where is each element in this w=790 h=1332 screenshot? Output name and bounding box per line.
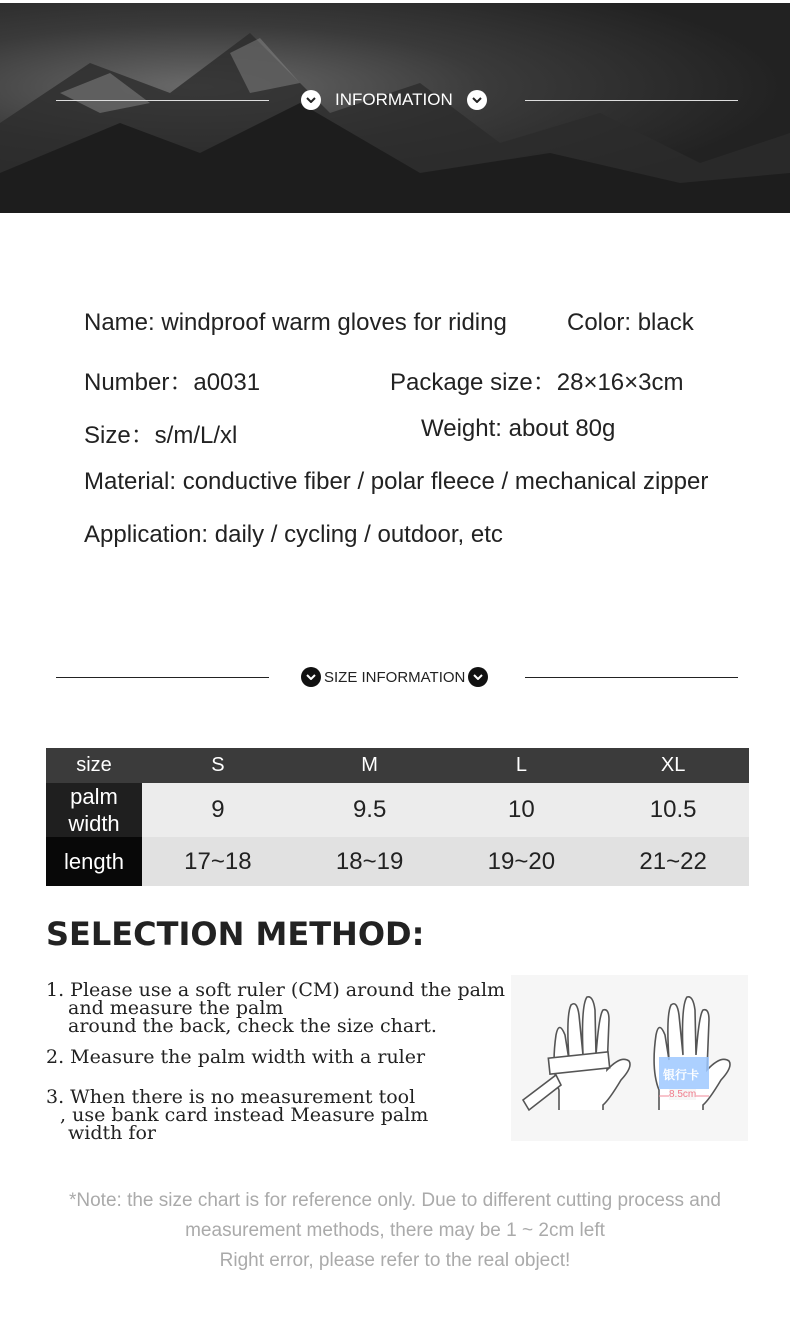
note-line: *Note: the size chart is for reference only. Due to different cutting process and (69, 1190, 721, 1211)
step-text: around the back, check the size chart. (68, 1015, 437, 1037)
section-title: INFORMATION (335, 90, 453, 109)
step-text: width for (68, 1122, 156, 1144)
step-text: 2. Measure the palm width with a ruler (46, 1046, 426, 1068)
table-cell: 21~22 (639, 847, 707, 875)
header-cell: M (294, 748, 446, 783)
card-width-label: 8.5cm (669, 1089, 697, 1100)
product-application: Application: daily / cycling / outdoor, etc (84, 521, 503, 548)
chevron-down-icon (301, 667, 321, 687)
note-line: Right error, please refer to the real object! (219, 1250, 571, 1271)
table-cell: 10.5 (649, 796, 697, 823)
step-text: and measure the palm (68, 997, 284, 1019)
table-cell: 17~18 (184, 847, 252, 875)
header-cell: S (142, 748, 294, 783)
header-banner (0, 3, 790, 213)
chevron-down-icon (468, 667, 488, 687)
table-cell: 18~19 (335, 847, 404, 875)
product-number: Number：a0031 (84, 369, 261, 396)
header-cell: size (46, 748, 142, 783)
size-chart-table (46, 748, 749, 886)
table-cell: 10 (508, 796, 535, 823)
section-title: SIZE INFORMATION (324, 668, 466, 686)
header-cell: L (446, 748, 598, 783)
step-text: 1. Please use a soft ruler (CM) around the palm (46, 979, 506, 1001)
step-text: 3. When there is no measurement tool (46, 1086, 416, 1108)
chevron-down-icon (467, 90, 487, 110)
table-cell: 19~20 (487, 847, 556, 875)
hand-icon (511, 975, 748, 1141)
step-text: , use bank card instead Measure palm (60, 1104, 429, 1126)
product-color: Color: black (567, 309, 694, 336)
divider-right (525, 100, 738, 101)
divider-right (525, 677, 738, 678)
product-size: Size：s/m/L/xl (84, 422, 238, 449)
header-cell: XL (597, 748, 749, 783)
product-name: Name: windproof warm gloves for riding (84, 309, 507, 336)
row-label: palm width (46, 783, 142, 837)
product-weight: Weight: about 80g (421, 415, 616, 442)
product-material: Material: conductive fiber / polar fleece / mechanical zipper (84, 468, 709, 495)
package-size: Package size：28×16×3cm (390, 369, 684, 396)
card-label: 银行卡 (663, 1068, 700, 1082)
divider-left (56, 677, 269, 678)
table-row (46, 837, 749, 886)
note-line: measurement methods, there may be 1 ~ 2cm left (185, 1220, 605, 1241)
selection-title: SELECTION METHOD: (46, 915, 425, 953)
table-cell: 9.5 (352, 796, 387, 823)
chevron-down-icon (301, 90, 321, 110)
table-header-row (46, 748, 749, 783)
table-row (46, 783, 749, 837)
hand-measure-illustration (511, 975, 748, 1141)
table-cell: 9 (211, 796, 225, 823)
size-note (0, 1186, 790, 1276)
row-label: length (46, 837, 142, 886)
divider-left (56, 100, 269, 101)
